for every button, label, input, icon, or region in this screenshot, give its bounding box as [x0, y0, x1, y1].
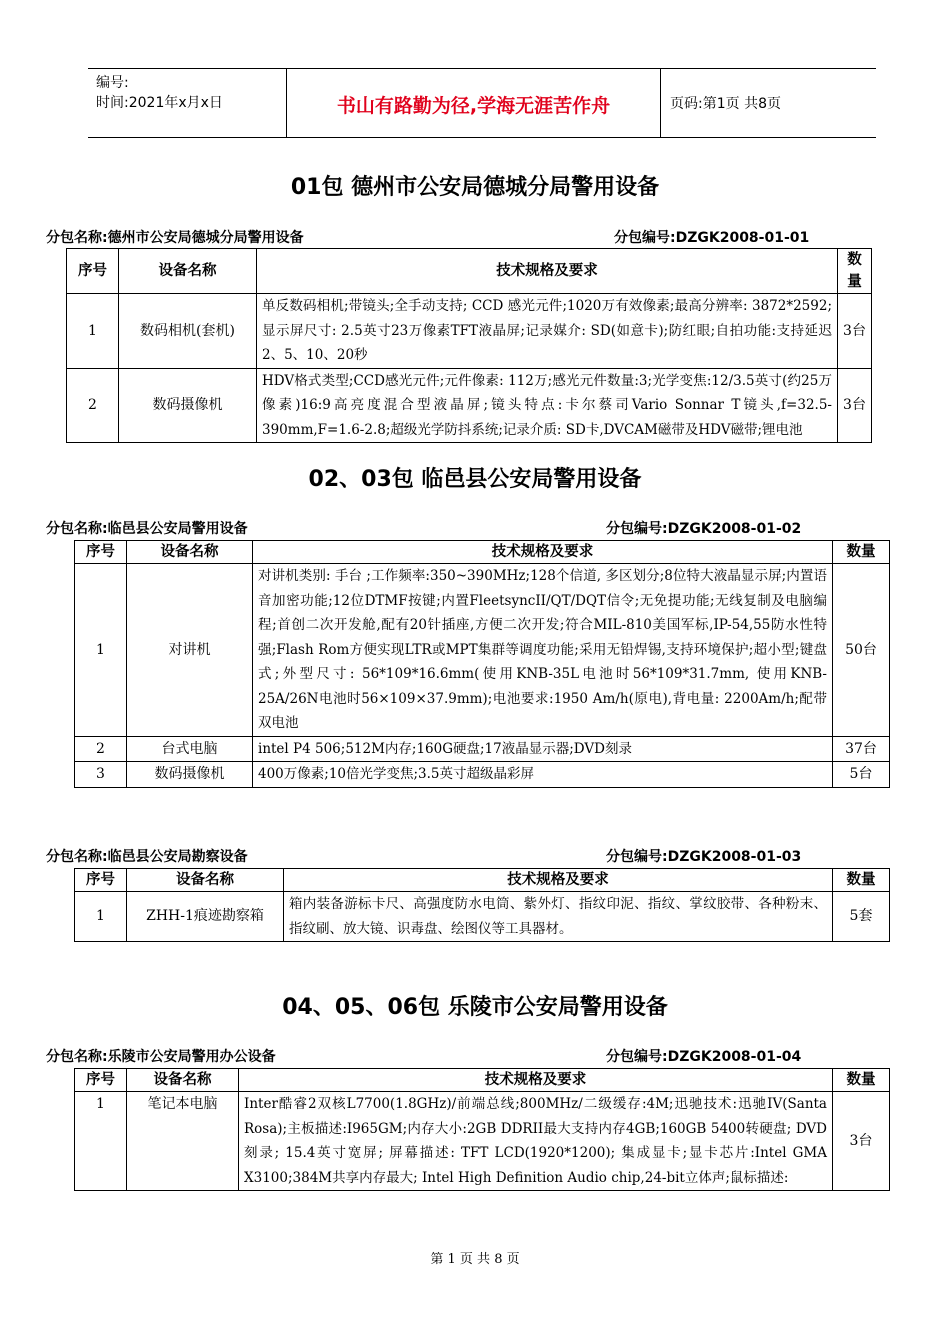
equipment-quantity: 3台 — [838, 294, 872, 369]
column-header: 设备名称 — [127, 1069, 239, 1092]
number-label: 编号: — [96, 75, 129, 91]
column-header: 数量 — [838, 249, 872, 294]
equipment-quantity: 3台 — [833, 1092, 890, 1191]
equipment-name: 数码摄像机 — [119, 368, 257, 443]
table-row — [75, 762, 890, 788]
subpackage-name: 分包名称:乐陵市公安局警用办公设备 — [46, 1049, 276, 1065]
column-header: 数量 — [833, 541, 890, 564]
column-header: 技术规格及要求 — [239, 1069, 833, 1092]
row-number: 1 — [75, 1092, 127, 1191]
subpackage-code: 分包编号:DZGK2008-01-04 — [606, 1049, 802, 1065]
subpackage-code: 分包编号:DZGK2008-01-01 — [614, 230, 810, 246]
equipment-spec: 对讲机类别: 手台 ;工作频率:350~390MHz;128个信道, 多区划分;8位特大液晶显示屏;内置语音加密功能;12位DTMF按键;内置FleetsyncII/QT/DQT信令;无免提功能;无线复制及电脑编程;首创二次开发舱,配有20针插座,方便二次开发;符合MIL-810美国军标,IP-54,55防水性特强;Flash Rom方便实现LTR或MPT集群等调度功能;采用无铅焊锡,支持环境保护;超小型;键盘式;外型尺寸: 56*109*16.6mm(使用KNB-35L电池时56*109*31.7mm, 使用KNB-25A/26N电池时56×109×37.9mm);电池要求:1950 Am/h(原电),背电量: 2200Am/h;配带双电池 — [253, 564, 833, 737]
equipment-name: 台式电脑 — [127, 736, 253, 762]
equipment-name: 笔记本电脑 — [127, 1092, 239, 1191]
equipment-spec: Inter酷睿2双核L7700(1.8GHz)/前端总线;800MHz/二级缓存:4M;迅驰技术:迅驰IV(Santa Rosa);主板描述:I965GM;内存大小:2GB DDRII最大支持内存4GB;160GB 5400转硬盘; DVD刻录; 15.4英寸宽屏; 屏幕描述: TFT LCD(1920*1200); 集成显卡;显卡芯片:Intel GMA X3100;384M共享内存最大; Intel High Definition Audio chip,24-bit立体声;鼠标描述: — [239, 1092, 833, 1191]
equipment-quantity: 50台 — [833, 564, 890, 737]
equipment-name: 数码摄像机 — [127, 762, 253, 788]
section-title: 01包 德州市公安局德城分局警用设备 — [290, 175, 660, 200]
column-header: 技术规格及要求 — [253, 541, 833, 564]
table-header-row — [75, 869, 890, 892]
header-divider — [660, 69, 661, 137]
column-header: 设备名称 — [127, 541, 253, 564]
subpackage-code: 分包编号:DZGK2008-01-02 — [606, 521, 802, 537]
equipment-table — [74, 868, 890, 942]
header-motto: 书山有路勤为径,学海无涯苦作舟 — [336, 95, 611, 117]
section-title: 02、03包 临邑县公安局警用设备 — [308, 467, 642, 492]
equipment-name: ZHH-1痕迹勘察箱 — [127, 892, 284, 942]
subpackage-name: 分包名称:临邑县公安局勘察设备 — [46, 849, 248, 865]
column-header: 序号 — [75, 541, 127, 564]
table-header-row — [67, 249, 872, 294]
equipment-quantity: 5台 — [833, 762, 890, 788]
row-number: 2 — [67, 368, 119, 443]
column-header: 技术规格及要求 — [257, 249, 838, 294]
header-meta — [96, 73, 223, 113]
subpackage-code: 分包编号:DZGK2008-01-03 — [606, 849, 802, 865]
column-header: 设备名称 — [127, 869, 284, 892]
equipment-spec: 单反数码相机;带镜头;全手动支持; CCD 感光元件;1020万有效像素;最高分辨率: 3872*2592; 显示屏尺寸: 2.5英寸23万像素TFT液晶屏;记录媒介: SD(如意卡);防红眼;自拍功能:支持延迟2、5、10、20秒 — [257, 294, 838, 369]
equipment-quantity: 37台 — [833, 736, 890, 762]
equipment-quantity: 5套 — [833, 892, 890, 942]
equipment-name: 对讲机 — [127, 564, 253, 737]
column-header: 数量 — [833, 1069, 890, 1092]
page-footer: 第 1 页 共 8 页 — [430, 1252, 520, 1267]
time-label: 时间:2021年x月x日 — [96, 95, 223, 111]
table-row — [75, 736, 890, 762]
equipment-quantity: 3台 — [838, 368, 872, 443]
column-header: 数量 — [833, 869, 890, 892]
column-header: 序号 — [75, 1069, 127, 1092]
page-header — [88, 68, 876, 138]
equipment-spec: 箱内装备游标卡尺、高强度防水电筒、紫外灯、指纹印泥、指纹、掌纹胶带、各种粉末、指纹刷、放大镜、识毒盘、绘图仪等工具器材。 — [284, 892, 833, 942]
row-number: 1 — [67, 294, 119, 369]
equipment-table — [66, 248, 872, 443]
subpackage-name: 分包名称:德州市公安局德城分局警用设备 — [46, 230, 304, 246]
equipment-table — [74, 540, 890, 788]
table-row — [75, 892, 890, 942]
row-number: 3 — [75, 762, 127, 788]
section-title: 04、05、06包 乐陵市公安局警用设备 — [282, 995, 668, 1020]
equipment-spec: 400万像素;10倍光学变焦;3.5英寸超级晶彩屏 — [253, 762, 833, 788]
column-header: 技术规格及要求 — [284, 869, 833, 892]
equipment-name: 数码相机(套机) — [119, 294, 257, 369]
column-header: 序号 — [75, 869, 127, 892]
equipment-spec: intel P4 506;512M内存;160G硬盘;17液晶显示器;DVD刻录 — [253, 736, 833, 762]
equipment-spec: HDV格式类型;CCD感光元件;元件像素: 112万;感光元件数量:3;光学变焦:12/3.5英寸(约25万像素)16:9高亮度混合型液晶屏;镜头特点:卡尔蔡司Vario Sonnar T镜头,f=32.5-390mm,F=1.6-2.8;超级光学防抖系统;记录介质: SD卡,DVCAM磁带及HDV磁带;锂电池 — [257, 368, 838, 443]
page-number-label: 页码:第1页 共8页 — [670, 96, 781, 112]
table-row — [67, 368, 872, 443]
row-number: 1 — [75, 564, 127, 737]
row-number: 2 — [75, 736, 127, 762]
subpackage-name: 分包名称:临邑县公安局警用设备 — [46, 521, 248, 537]
column-header: 序号 — [67, 249, 119, 294]
column-header: 设备名称 — [119, 249, 257, 294]
row-number: 1 — [75, 892, 127, 942]
table-row — [67, 294, 872, 369]
table-row — [75, 1092, 890, 1191]
table-header-row — [75, 1069, 890, 1092]
equipment-table — [74, 1068, 890, 1191]
table-header-row — [75, 541, 890, 564]
table-row — [75, 564, 890, 737]
